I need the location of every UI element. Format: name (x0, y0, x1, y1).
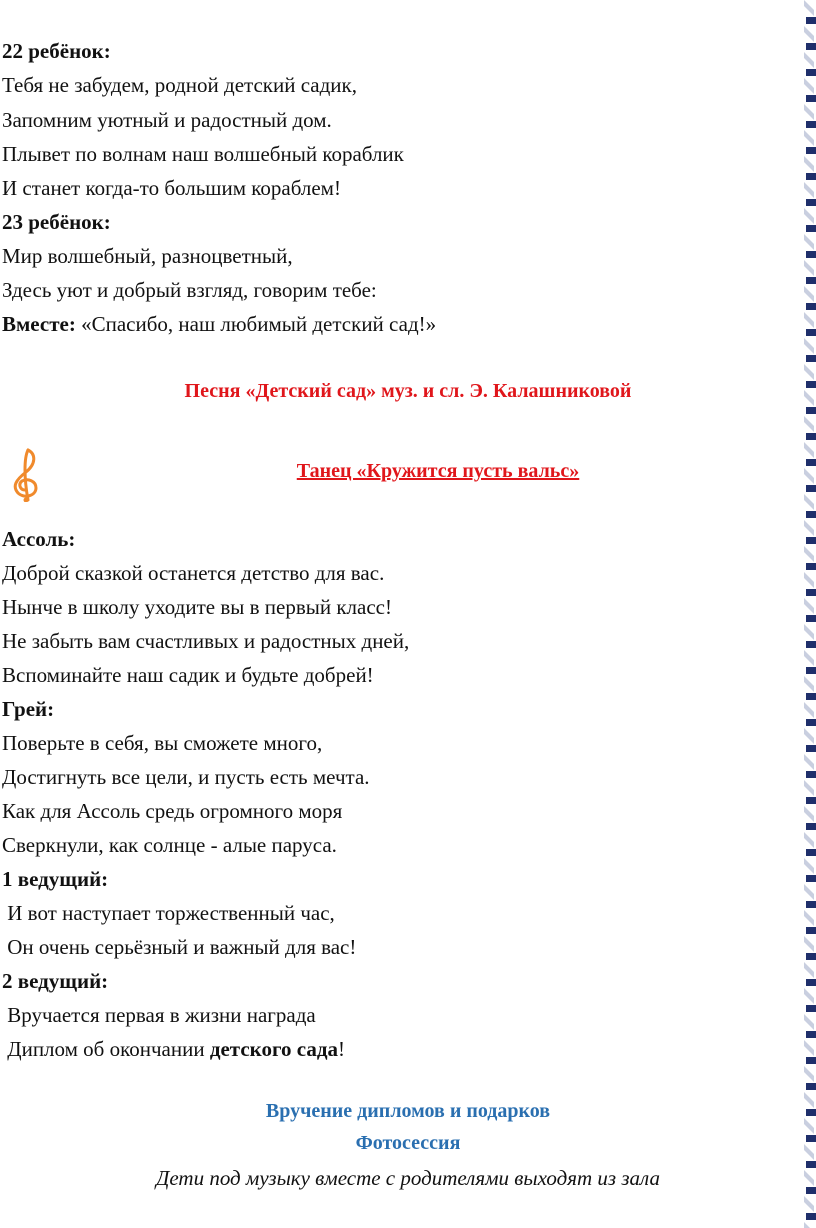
rope-segment-dark (806, 563, 816, 570)
rope-segment-light (804, 1014, 814, 1030)
rope-segment-dark (806, 329, 816, 336)
rope-segment-light (804, 1040, 814, 1056)
rope-segment-light (804, 546, 814, 562)
rope-segment-light (804, 962, 814, 978)
rope-segment-dark (806, 17, 816, 24)
poem-line (2, 1036, 345, 1062)
rope-segment-light (804, 286, 814, 302)
poem-line: Тебя не забудем, родной детский садик, (2, 73, 357, 97)
rope-segment-dark (806, 953, 816, 960)
rope-segment-dark (806, 667, 816, 674)
rope-segment-light (804, 624, 814, 640)
rope-segment-light (804, 780, 814, 796)
rope-segment-light (804, 78, 814, 94)
poem-line: Доброй сказкой останется детство для вас. (2, 561, 385, 585)
rope-segment-light (804, 130, 814, 146)
award-title: Вручение дипломов и подарков (265, 1100, 551, 1122)
rope-segment-light (804, 494, 814, 510)
rope-segment-dark (806, 1083, 816, 1090)
rope-segment-dark (806, 1109, 816, 1116)
photo-title: Фотосессия (355, 1132, 461, 1154)
rope-segment-light (804, 676, 814, 692)
song-title: Песня «Детский сад» муз. и сл. Э. Калашниковой (184, 380, 632, 402)
rope-segment-dark (806, 901, 816, 908)
rope-segment-light (804, 884, 814, 900)
rope-segment-dark (806, 95, 816, 102)
rope-segment-light (804, 468, 814, 484)
rope-segment-dark (806, 355, 816, 362)
rope-segment-light (804, 260, 814, 276)
rope-segment-light (804, 1170, 814, 1186)
rope-segment-dark (806, 693, 816, 700)
rope-segment-dark (806, 849, 816, 856)
rope-segment-light (804, 0, 814, 16)
speaker-label: 22 ребёнок: (2, 39, 111, 63)
rope-segment-dark (806, 1005, 816, 1012)
poem-line: Он очень серьёзный и важный для вас! (2, 935, 357, 959)
poem-line: Как для Ассоль средь огромного моря (2, 799, 343, 823)
poem-line: Мир волшебный, разноцветный, (2, 244, 293, 268)
rope-segment-dark (806, 485, 816, 492)
together-text: «Спасибо, наш любимый детский сад!» (75, 312, 437, 336)
poem-line: И вот наступает торжественный час, (2, 901, 335, 925)
poem-line: Сверкнули, как солнце - алые паруса. (2, 833, 337, 857)
exclamation: ! (337, 1037, 345, 1061)
rope-segment-light (804, 416, 814, 432)
rope-segment-light (804, 26, 814, 42)
rope-segment-light (804, 52, 814, 68)
rope-segment-dark (806, 719, 816, 726)
rope-segment-dark (806, 641, 816, 648)
rope-segment-light (804, 858, 814, 874)
poem-line: И станет когда-то большим кораблем! (2, 176, 341, 200)
poem-line: Вручается первая в жизни награда (2, 1003, 316, 1027)
rope-segment-dark (806, 1031, 816, 1038)
rope-segment-light (804, 728, 814, 744)
rope-segment-light (804, 390, 814, 406)
rope-segment-dark (806, 225, 816, 232)
poem-line: Плывет по волнам наш волшебный кораблик (2, 142, 404, 166)
rope-segment-dark (806, 615, 816, 622)
speaker-label: Грей: (2, 697, 55, 721)
rope-segment-light (804, 806, 814, 822)
rope-segment-light (804, 650, 814, 666)
poem-line: Не забыть вам счастливых и радостных дней, (2, 629, 410, 653)
rope-segment-dark (806, 589, 816, 596)
rope-segment-light (804, 312, 814, 328)
rope-segment-dark (806, 433, 816, 440)
rope-segment-dark (806, 121, 816, 128)
kindergarten-bold: детского сада (209, 1037, 338, 1061)
rope-segment-light (804, 1118, 814, 1134)
rope-segment-dark (806, 277, 816, 284)
together-line (2, 311, 436, 337)
rope-segment-light (804, 1092, 814, 1108)
speaker-label: 1 ведущий: (2, 867, 109, 891)
rope-segment-light (804, 598, 814, 614)
poem-line: Вспоминайте наш садик и будьте добрей! (2, 663, 374, 687)
rope-border (802, 0, 816, 1228)
poem-line: Поверьте в себя, вы сможете много, (2, 731, 323, 755)
rope-segment-dark (806, 797, 816, 804)
rope-segment-light (804, 832, 814, 848)
rope-segment-light (804, 156, 814, 172)
rope-segment-light (804, 572, 814, 588)
poem-line: Нынче в школу уходите вы в первый класс! (2, 595, 392, 619)
rope-segment-dark (806, 1187, 816, 1194)
rope-segment-light (804, 520, 814, 536)
rope-segment-light (804, 936, 814, 952)
rope-segment-dark (806, 1135, 816, 1142)
rope-segment-light (804, 208, 814, 224)
rope-segment-light (804, 1222, 814, 1228)
rope-segment-light (804, 1066, 814, 1082)
rope-segment-light (804, 104, 814, 120)
rope-segment-light (804, 182, 814, 198)
rope-segment-dark (806, 875, 816, 882)
rope-segment-dark (806, 537, 816, 544)
rope-segment-dark (806, 199, 816, 206)
rope-segment-dark (806, 1213, 816, 1220)
together-label: Вместе: (2, 312, 76, 336)
rope-segment-dark (806, 745, 816, 752)
rope-segment-dark (806, 69, 816, 76)
rope-segment-dark (806, 1161, 816, 1168)
rope-segment-dark (806, 771, 816, 778)
rope-segment-light (804, 910, 814, 926)
rope-segment-dark (806, 823, 816, 830)
rope-segment-dark (806, 1057, 816, 1064)
rope-segment-light (804, 1196, 814, 1212)
rope-segment-dark (806, 407, 816, 414)
rope-segment-light (804, 364, 814, 380)
speaker-label: 2 ведущий: (2, 969, 109, 993)
rope-segment-light (804, 1144, 814, 1160)
rope-segment-dark (806, 303, 816, 310)
poem-line: Достигнуть все цели, и пусть есть мечта. (2, 765, 370, 789)
rope-segment-light (804, 234, 814, 250)
rope-segment-dark (806, 147, 816, 154)
rope-segment-light (804, 702, 814, 718)
final-note: Дети под музыку вместе с родителями выходят из зала (156, 1166, 660, 1190)
rope-segment-dark (806, 173, 816, 180)
rope-segment-light (804, 442, 814, 458)
rope-segment-dark (806, 43, 816, 50)
dance-title: Танец «Кружится пусть вальс» (296, 460, 580, 482)
rope-segment-light (804, 988, 814, 1004)
diploma-text: Диплом об окончании (2, 1037, 210, 1061)
speaker-label: Ассоль: (2, 527, 76, 551)
poem-line: Здесь уют и добрый взгляд, говорим тебе: (2, 278, 377, 302)
rope-segment-light (804, 754, 814, 770)
rope-segment-dark (806, 381, 816, 388)
rope-segment-dark (806, 511, 816, 518)
rope-segment-dark (806, 979, 816, 986)
poem-line: Запомним уютный и радостный дом. (2, 108, 332, 132)
speaker-label: 23 ребёнок: (2, 210, 111, 234)
rope-segment-dark (806, 251, 816, 258)
rope-segment-dark (806, 459, 816, 466)
rope-segment-light (804, 338, 814, 354)
rope-segment-dark (806, 927, 816, 934)
